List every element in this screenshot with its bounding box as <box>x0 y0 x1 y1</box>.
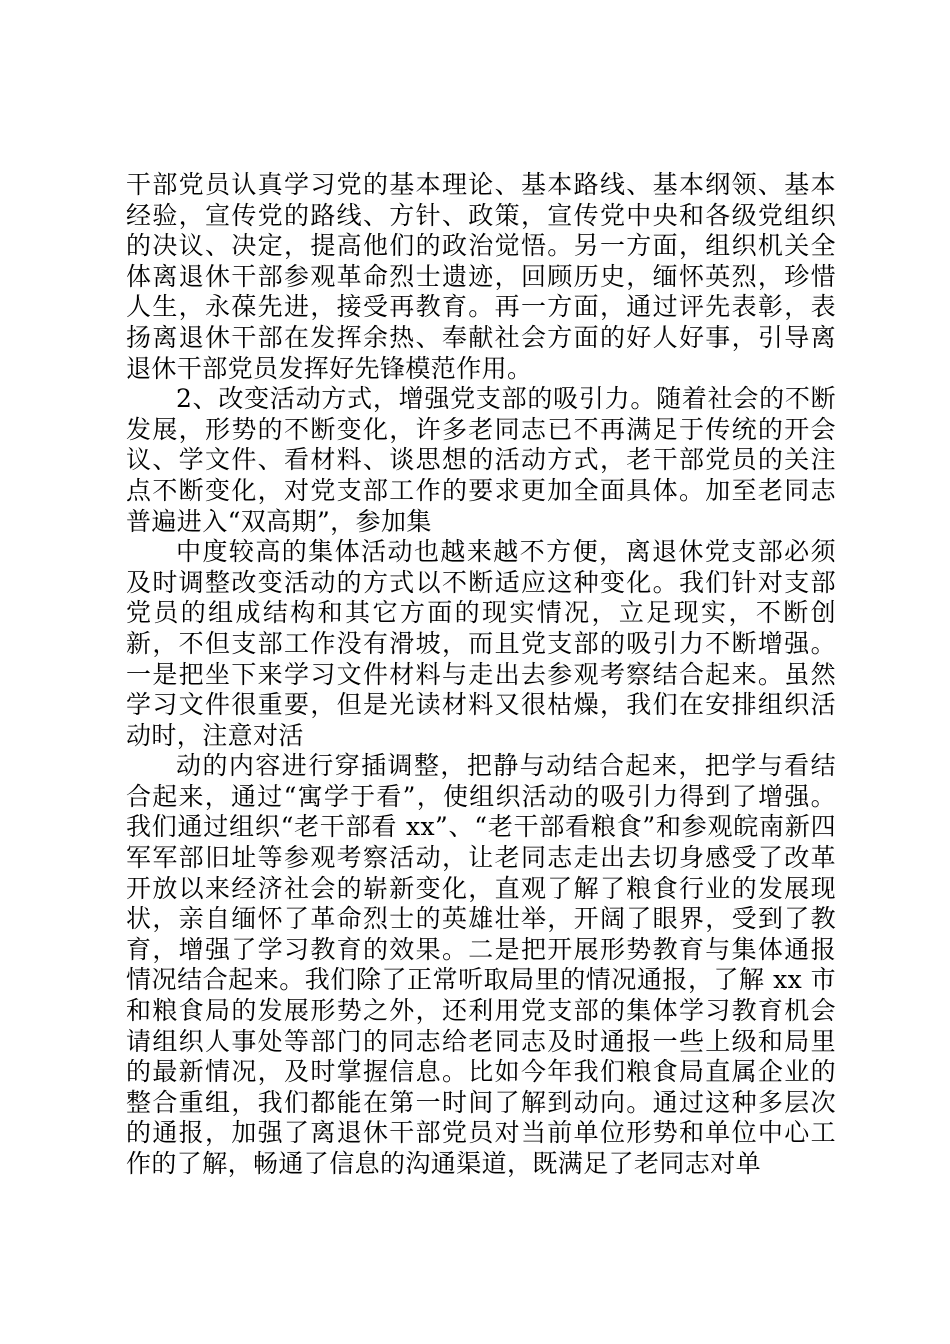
paragraph-4: 动的内容进行穿插调整，把静与动结合起来，把学与看结合起来，通过“寓学于看”，使组织活动的吸引力得到了增强。我们通过组织“老干部看 xx”、“老干部看粮食”和参观皖南新四军军部旧址等参观考察活动，让老同志走出去切身感受了改革开放以来经济社会的崭新变化，直观了解了粮食行业的发展现状，亲自缅怀了革命烈士的英雄壮举，开阔了眼界，受到了教育，增强了学习教育的效果。二是把开展形势教育与集体通报情况结合起来。我们除了正常听取局里的情况通报，了解 xx 市和粮食局的发展形势之外，还利用党支部的集体学习教育机会请组织人事处等部门的同志给老同志及时通报一些上级和局里的最新情况，及时掌握信息。比如今年我们粮食局直属企业的整合重组，我们都能在第一时间了解到动向。通过这种多层次的通报，加强了离退休干部党员对当前单位形势和单位中心工作的了解，畅通了信息的沟通渠道，既满足了老同志对单 <box>126 751 836 1178</box>
paragraph-2: 2、改变活动方式，增强党支部的吸引力。随着社会的不断发展，形势的不断变化，许多老同志已不再满足于传统的开会议、学文件、看材料、谈思想的活动方式，老干部党员的关注点不断变化，对党支部工作的要求更加全面具体。加至老同志普遍进入“双高期”，参加集 <box>126 384 836 536</box>
paragraph-1: 干部党员认真学习党的基本理论、基本路线、基本纲领、基本经验，宣传党的路线、方针、政策，宣传党中央和各级党组织的决议、决定，提高他们的政治觉悟。另一方面，组织机关全体离退休干部参观革命烈士遗迹，回顾历史，缅怀英烈，珍惜人生，永葆先进，接受再教育。再一方面，通过评先表彰，表扬离退休干部在发挥余热、奉献社会方面的好人好事，引导离退休干部党员发挥好先锋模范作用。 <box>126 170 836 383</box>
paragraph-3: 中度较高的集体活动也越来越不方便，离退休党支部必须及时调整改变活动的方式以不断适应这种变化。我们针对支部党员的组成结构和其它方面的现实情况，立足现实，不断创新，不但支部工作没有滑坡，而且党支部的吸引力不断增强。一是把坐下来学习文件材料与走出去参观考察结合起来。虽然学习文件很重要，但是光读材料又很枯燥，我们在安排组织活动时，注意对活 <box>126 537 836 750</box>
body-text <box>126 170 836 1180</box>
